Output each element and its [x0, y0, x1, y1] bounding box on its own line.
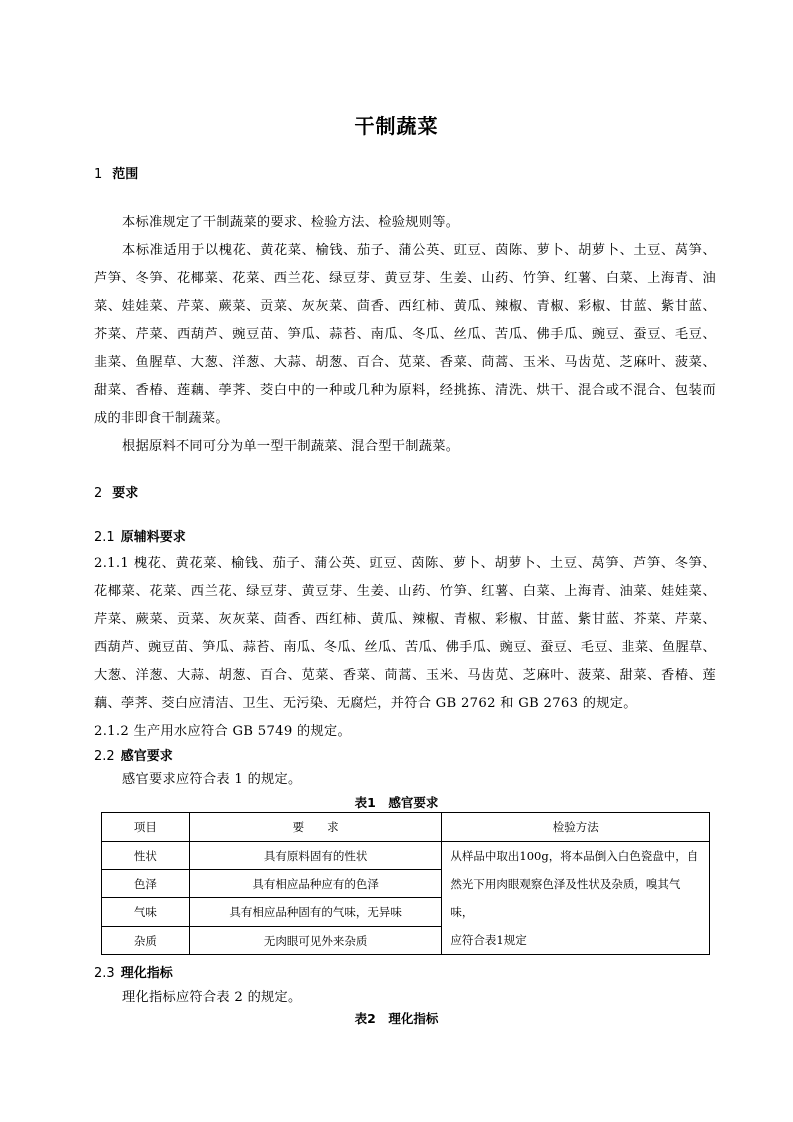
table-cell-item: 性状: [102, 842, 190, 870]
table-cell-method: [442, 842, 710, 955]
section-heading-scope: [94, 163, 138, 182]
section-number: 2.3: [94, 966, 115, 981]
scope-paragraph-2-line: 成的非即食干制蔬菜。: [94, 411, 229, 426]
scope-paragraph-2-line: 芥菜、芹菜、西葫芦、豌豆苗、笋瓜、蒜苔、南瓜、冬瓜、丝瓜、苦瓜、佛手瓜、豌豆、蚕豆、毛豆、: [94, 327, 716, 342]
table-cell-requirement: 具有相应品种固有的气味，无异味: [189, 898, 442, 927]
scope-paragraph-2-line: 韭菜、鱼腥草、大葱、洋葱、大蒜、胡葱、百合、苋菜、香菜、茼蒿、玉米、马齿苋、芝麻叶、菠菜、: [94, 355, 716, 370]
table2-caption: 表2 理化指标: [354, 1011, 439, 1026]
table-header-cell: 项目: [102, 813, 190, 842]
section-heading-raw-materials: [94, 526, 186, 545]
table-row: [102, 842, 710, 870]
table-cell-item: 杂质: [102, 927, 190, 955]
scope-paragraph-1: 本标准规定了干制蔬菜的要求、检验方法、检验规则等。: [122, 215, 460, 230]
document-title: 干制蔬菜: [354, 114, 439, 138]
section-heading-physicochemical: [94, 962, 173, 981]
physicochemical-intro: 理化指标应符合表 2 的规定。: [122, 990, 302, 1005]
section-title: 原辅料要求: [120, 530, 186, 545]
table-header-cell: 检验方法: [442, 813, 710, 842]
table-cell-item: 色泽: [102, 870, 190, 898]
sensory-table: [101, 812, 710, 955]
scope-paragraph-3: 根据原料不同可分为单一型干制蔬菜、混合型干制蔬菜。: [122, 439, 460, 454]
table-cell-item: 气味: [102, 898, 190, 927]
table-cell-requirement: 具有相应品种应有的色泽: [189, 870, 442, 898]
method-line: 应符合表1规定: [450, 933, 527, 947]
scope-paragraph-2-line: 本标准适用于以槐花、黄花菜、榆钱、茄子、蒲公英、豇豆、茵陈、萝卜、胡萝卜、土豆、莴笋、: [122, 243, 716, 258]
raw-materials-line: 西葫芦、豌豆苗、笋瓜、蒜苔、南瓜、冬瓜、丝瓜、苦瓜、佛手瓜、豌豆、蚕豆、毛豆、韭菜、鱼腥草、: [94, 640, 716, 655]
sensory-intro: 感官要求应符合表 1 的规定。: [122, 772, 302, 787]
section-heading-sensory: [94, 745, 173, 764]
table1-caption: 表1 感官要求: [354, 795, 439, 810]
section-number: 1: [94, 167, 103, 182]
raw-materials-line: 芹菜、蕨菜、贡菜、灰灰菜、茴香、西红柿、黄瓜、辣椒、青椒、彩椒、甘蓝、紫甘蓝、芥菜、芹菜、: [94, 612, 716, 627]
raw-materials-line: 2.1.1 槐花、黄花菜、榆钱、茄子、蒲公英、豇豆、茵陈、萝卜、胡萝卜、土豆、莴笋、芦笋、冬笋、: [94, 556, 716, 571]
raw-materials-line: 大葱、洋葱、大蒜、胡葱、百合、苋菜、香菜、茼蒿、玉米、马齿苋、芝麻叶、菠菜、甜菜、香椿、莲: [94, 668, 716, 683]
water-requirement: 2.1.2 生产用水应符合 GB 5749 的规定。: [94, 724, 351, 739]
table-header-row: [102, 813, 710, 842]
method-line: 然光下用肉眼观察色泽及性状及杂质，嗅其气味，: [450, 877, 681, 919]
table-header-cell: 要 求: [189, 813, 442, 842]
scope-paragraph-2-line: 菜、娃娃菜、芹菜、蕨菜、贡菜、灰灰菜、茴香、西红柿、黄瓜、辣椒、青椒、彩椒、甘蓝、紫甘蓝、: [94, 299, 716, 314]
scope-paragraph-2-line: 芦笋、冬笋、花椰菜、花菜、西兰花、绿豆芽、黄豆芽、生姜、山药、竹笋、红薯、白菜、上海青、油: [94, 271, 716, 286]
section-number: 2.2: [94, 749, 115, 764]
section-title: 范围: [112, 167, 139, 182]
section-number: 2: [94, 486, 103, 501]
section-title: 感官要求: [120, 749, 173, 764]
section-heading-requirements: [94, 482, 138, 501]
raw-materials-line: 藕、荸荠、茭白应清洁、卫生、无污染、无腐烂，并符合 GB 2762 和 GB 2763 的规定。: [94, 696, 637, 711]
section-number: 2.1: [94, 530, 115, 545]
section-title: 理化指标: [120, 966, 173, 981]
table-cell-requirement: 具有原料固有的性状: [189, 842, 442, 870]
raw-materials-line: 花椰菜、花菜、西兰花、绿豆芽、黄豆芽、生姜、山药、竹笋、红薯、白菜、上海青、油菜、娃娃菜、: [94, 584, 716, 599]
section-title: 要求: [112, 486, 139, 501]
scope-paragraph-2-line: 甜菜、香椿、莲藕、荸荠、茭白中的一种或几种为原料，经挑拣、清洗、烘干、混合或不混合、包装而: [94, 383, 716, 398]
method-line: 从样品中取出100g，将本品倒入白色瓷盘中，自: [450, 849, 699, 863]
table-cell-requirement: 无肉眼可见外来杂质: [189, 927, 442, 955]
